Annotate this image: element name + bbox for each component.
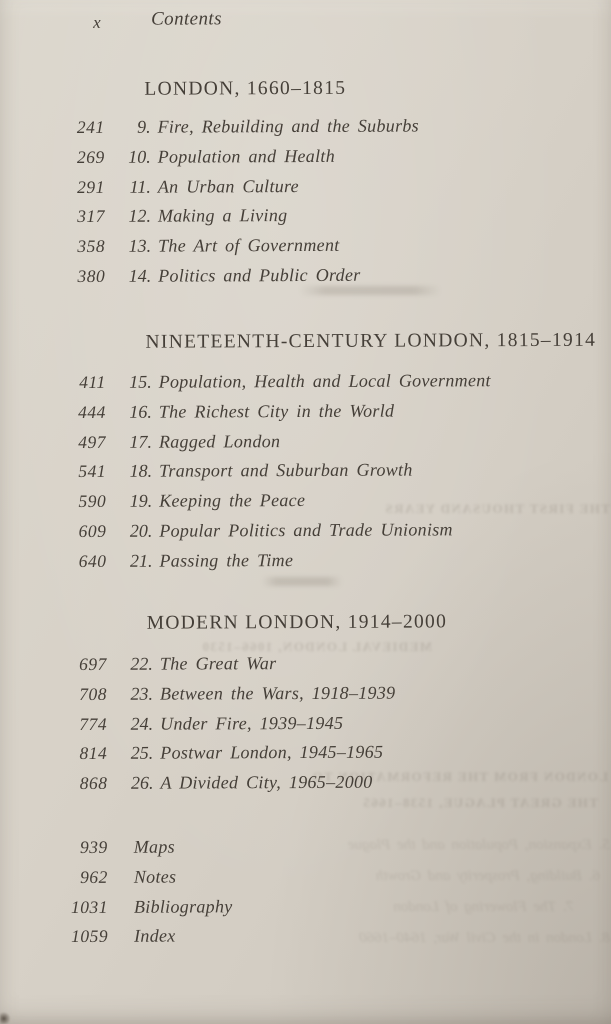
entry-chapter-number: 25. <box>130 743 154 764</box>
entry-chapter-number: 15. <box>129 371 152 392</box>
folio-page-number: x <box>93 12 101 32</box>
toc-entry <box>3 771 611 803</box>
entry-chapter-number: 23. <box>130 683 154 704</box>
toc-section <box>3 652 611 804</box>
toc-entry <box>3 711 611 743</box>
entry-chapter-number: 20. <box>129 520 153 541</box>
entry-title: Bibliography <box>133 895 233 917</box>
entry-page-number: 291 <box>77 176 105 197</box>
entry-chapter-number: 13. <box>128 235 152 256</box>
toc-entry <box>4 835 611 867</box>
entry-chapter-number: 18. <box>129 461 153 482</box>
entry-page-number: 380 <box>77 265 106 286</box>
toc-entry <box>2 370 611 402</box>
toc-entry <box>2 399 611 431</box>
entry-title: Postwar London, 1945–1965 <box>160 742 384 764</box>
entry-chapter-number: 11. <box>129 176 151 197</box>
entry-chapter-number: 26. <box>130 772 154 793</box>
show-through-text: THE FIRST THOUSAND YEARS <box>384 501 610 516</box>
entry-title: Under Fire, 1939–1945 <box>160 712 344 734</box>
entry-title: Ragged London <box>158 430 281 452</box>
entry-title: Transport and Suburban Growth <box>159 459 413 482</box>
entry-page-number: 814 <box>79 743 108 764</box>
show-through-text: 6. Building, Prosperity and Growth <box>375 868 600 884</box>
entry-chapter-number: 9. <box>137 116 151 137</box>
show-through-text: MEDIEVAL LONDON, 1066–1530 <box>201 639 432 654</box>
entry-title: An Urban Culture <box>157 175 299 197</box>
entry-title: Population, Health and Local Government <box>158 370 491 392</box>
entry-title: Politics and Public Order <box>158 264 361 286</box>
entry-page-number: 241 <box>76 116 105 137</box>
show-through-text: LONDON FROM THE REFORMATION TO <box>311 769 608 784</box>
toc-section <box>1 115 611 296</box>
entry-chapter-number: 17. <box>129 431 152 452</box>
entry-page-number: 708 <box>79 683 108 704</box>
entry-chapter-number: 12. <box>128 206 151 227</box>
toc-entry <box>3 741 611 773</box>
entry-chapter-number: 14. <box>128 265 152 286</box>
entry-chapter-number: 22. <box>130 653 153 674</box>
entry-page-number: 962 <box>80 866 108 887</box>
show-through-text: THE GREAT PLAGUE, 1538–1665 <box>362 795 598 810</box>
running-head <box>0 7 611 36</box>
entry-title: Making a Living <box>157 205 288 227</box>
entry-title: Population and Health <box>157 145 336 167</box>
entry-chapter-number: 21. <box>129 550 153 571</box>
entry-page-number: 697 <box>79 653 107 674</box>
entry-page-number: 939 <box>79 836 108 857</box>
toc-entry <box>1 204 611 236</box>
entry-page-number: 609 <box>78 520 107 541</box>
entry-title: Notes <box>133 866 177 887</box>
entry-chapter-number: 10. <box>128 146 151 167</box>
toc-entry <box>3 652 611 684</box>
toc-entry <box>2 489 611 521</box>
show-through-text: 5. Expansion, Population and the Plague <box>347 837 610 853</box>
entry-chapter-number: 24. <box>130 713 154 734</box>
entry-page-number: 868 <box>79 773 108 794</box>
show-through-text: 8. London in the Civil War, 1640–1660 <box>359 930 610 946</box>
entry-title: The Art of Government <box>158 235 340 256</box>
section-heading: MODERN LONDON, 1914–2000 <box>146 611 448 634</box>
entry-title: Index <box>134 925 176 947</box>
toc-entry <box>4 924 611 956</box>
entry-title: Between the Wars, 1918–1939 <box>159 682 396 704</box>
toc-entry <box>1 264 611 296</box>
toc-entry <box>1 234 611 266</box>
toc-entry <box>1 144 611 176</box>
entry-title: The Richest City in the World <box>158 400 395 422</box>
toc-entry <box>2 429 611 461</box>
toc-entry <box>4 864 611 896</box>
toc-entry <box>3 681 611 713</box>
running-header-title: Contents <box>151 8 222 30</box>
toc-entry <box>1 174 611 206</box>
toc-entry <box>2 519 611 551</box>
entry-page-number: 590 <box>78 491 107 512</box>
entry-page-number: 317 <box>77 206 105 227</box>
entry-page-number: 1031 <box>70 896 108 917</box>
entry-title: Keeping the Peace <box>159 490 306 511</box>
entry-page-number: 444 <box>78 401 106 422</box>
entry-page-number: 497 <box>78 431 106 452</box>
entry-page-number: 774 <box>79 713 108 734</box>
section-heading: NINETEENTH-CENTURY LONDON, 1815–1914 <box>145 329 597 353</box>
entry-chapter-number: 16. <box>129 401 152 422</box>
entry-page-number: 1059 <box>71 926 109 947</box>
toc-section <box>2 370 611 581</box>
entry-title: A Divided City, 1965–2000 <box>160 771 373 793</box>
toc-entry <box>4 894 611 926</box>
entry-title: Maps <box>133 836 175 857</box>
entry-chapter-number: 19. <box>129 490 153 511</box>
toc-entry <box>2 459 611 491</box>
entry-title: Popular Politics and Trade Unionism <box>159 519 453 541</box>
entry-page-number: 411 <box>79 371 106 392</box>
page-edge-mark <box>0 1012 11 1024</box>
entry-title: Passing the Time <box>159 549 294 571</box>
entry-title: The Great War <box>159 653 277 674</box>
entry-title: Fire, Rebuilding and the Suburbs <box>157 115 420 137</box>
entry-page-number: 640 <box>78 550 107 571</box>
toc-entry <box>1 115 611 147</box>
show-through-text: 7. The Flowering of London <box>393 899 574 915</box>
end-matter-section <box>4 835 611 957</box>
toc-entry <box>2 548 611 580</box>
entry-page-number: 269 <box>76 146 105 167</box>
entry-page-number: 541 <box>78 461 107 482</box>
section-heading: LONDON, 1660–1815 <box>144 77 347 100</box>
entry-page-number: 358 <box>77 236 106 257</box>
